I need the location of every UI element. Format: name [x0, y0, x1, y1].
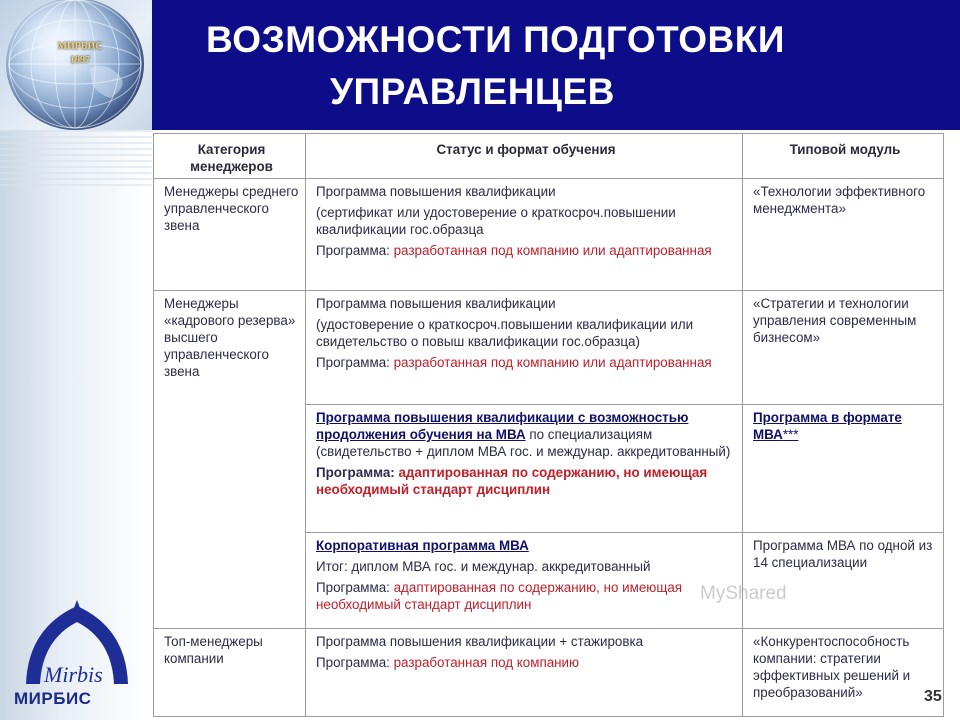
- globe-logo-name: МИРБИС: [57, 41, 103, 52]
- row1-module: «Технологии эффективного менеджмента»: [743, 179, 944, 291]
- row5-module: «Конкурентоспособность компании: стратегии эффективных решений и преобразований»: [743, 629, 944, 717]
- globe-logo-text: [50, 40, 110, 70]
- row5-program-label: Программа:: [316, 655, 390, 670]
- row4-program-label: Программа:: [316, 580, 390, 595]
- row3-status: [306, 405, 743, 533]
- title-line-1: ВОЗМОЖНОСТИ ПОДГОТОВКИ: [206, 19, 785, 60]
- page-title: [160, 14, 950, 118]
- mba-continuation-link[interactable]: Программа повышения квалификации с возможностью продолжения обучения на МВА: [316, 410, 689, 442]
- row5-program: [316, 654, 736, 671]
- row2-program-text: разработанная под компанию или адаптированная: [389, 355, 712, 370]
- header-status: Статус и формат обучения: [306, 134, 743, 179]
- row1-program-text: разработанная под компанию или адаптированная: [389, 243, 712, 258]
- row3-status-main: [316, 409, 736, 460]
- mba-format-link-text: Программа в формате МВА: [753, 410, 902, 442]
- row1-program-label: Программа:: [316, 243, 390, 258]
- corporate-mba-link[interactable]: Корпоративная программа МВА: [316, 538, 529, 553]
- row4-status-line2: Итог: диплом МВА гос. и междунар. аккредитованный: [316, 559, 651, 574]
- row5-category: Топ-менеджеры компании: [154, 629, 306, 717]
- header-module: Типовой модуль: [743, 134, 944, 179]
- table-row: [154, 291, 944, 405]
- row3-program: [316, 464, 736, 498]
- row4-module: Программа МВА по одной из 14 специализации: [743, 533, 944, 629]
- row5-status-line1: Программа повышения квалификации + стажировка: [316, 634, 644, 649]
- row4-status: [306, 533, 743, 629]
- row1-status: [306, 179, 743, 291]
- row2-module: «Стратегии и технологии управления современным бизнесом»: [743, 291, 944, 405]
- table-row: [154, 629, 944, 717]
- page-number: 35: [924, 688, 942, 705]
- row3-program-label: Программа:: [316, 465, 395, 480]
- row2-status: [306, 291, 743, 405]
- table-row: [154, 179, 944, 291]
- row5-status: [306, 629, 743, 717]
- training-options-table: [153, 133, 944, 717]
- row4-program: [316, 579, 736, 613]
- row2-category: Менеджеры «кадрового резерва» высшего управленческого звена: [154, 291, 306, 629]
- row4-program-text: адаптированная по содержанию, но имеющая необходимый стандарт дисциплин: [316, 580, 683, 612]
- globe-icon: [6, 0, 144, 130]
- row3-status-rest: по специализациям (свидетельство + диплом МВА гос. и междунар. аккредитованный): [316, 427, 731, 459]
- row3-program-text: адаптированная по содержанию, но имеющая необходимый стандарт дисциплин: [316, 465, 708, 497]
- header-category: Категория менеджеров: [154, 134, 306, 179]
- globe-logo-area: [0, 0, 152, 130]
- mirbis-logo-script: Mirbis: [44, 662, 103, 687]
- mba-format-stars: ***: [782, 427, 799, 442]
- row2-status-line1: Программа повышения квалификации: [316, 296, 556, 311]
- row1-status-line2: (сертификат или удостоверение о краткосроч.повышении квалификации гос.образца: [316, 205, 676, 237]
- mirbis-logo-text: МИРБИС: [14, 689, 92, 708]
- title-line-2: УПРАВЛЕНЦЕВ: [330, 71, 615, 112]
- row1-status-line1: Программа повышения квалификации: [316, 184, 556, 199]
- mba-format-link[interactable]: [753, 410, 902, 442]
- row2-status-line2: (удостоверение о краткосроч.повышении квалификации или свидетельство о повыш квалификации гос.образца): [316, 317, 694, 349]
- row3-module: [743, 405, 944, 533]
- table-header-row: [154, 134, 944, 179]
- row4-status-title: [316, 537, 736, 554]
- globe-logo-year: 1997: [70, 55, 90, 66]
- row2-program-label: Программа:: [316, 355, 390, 370]
- row2-program: [316, 354, 736, 371]
- row5-program-text: разработанная под компанию: [389, 655, 580, 670]
- row1-category: Менеджеры среднего управленческого звена: [154, 179, 306, 291]
- watermark: MyShared: [700, 583, 787, 604]
- row1-program: [316, 242, 736, 259]
